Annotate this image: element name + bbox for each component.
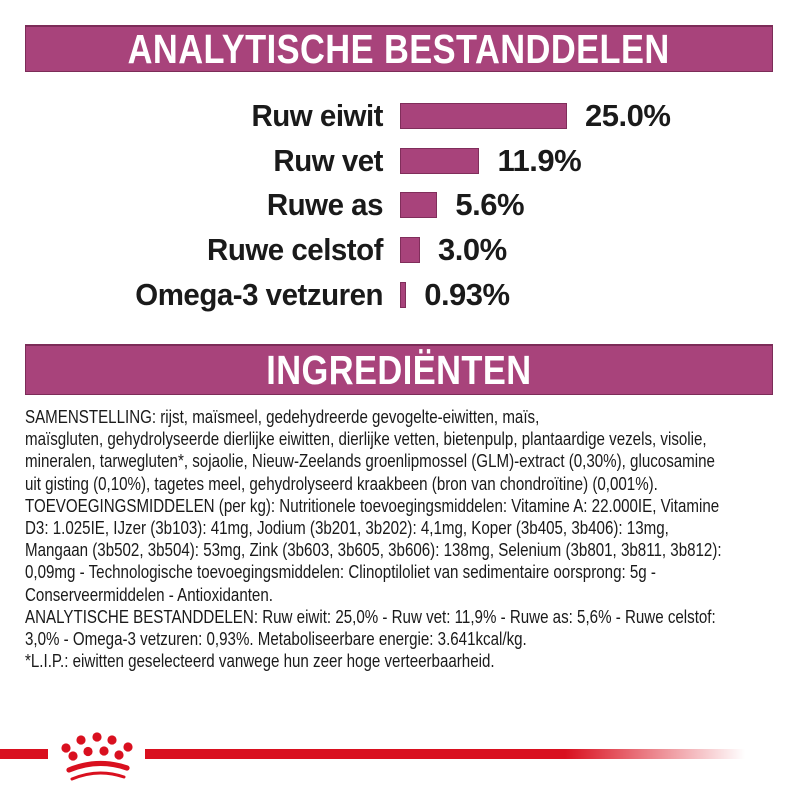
chart-row (25, 183, 775, 228)
ingredients-text-block (25, 406, 800, 672)
chart-bar (400, 192, 437, 218)
ingredients-text-line: Conserveermiddelen - Antioxidanten. (25, 584, 273, 605)
chart-category-label: Ruwe celstof (207, 232, 383, 268)
chart-row (25, 94, 775, 139)
ingredients-text-line: TOEVOEGINGSMIDDELEN (per kg): Nutritionele toevoegingsmiddelen: Vitamine A: 22.000IE, Vitamine (25, 495, 720, 516)
royal-canin-crown-icon (44, 727, 148, 791)
chart-category-label: Ruwe as (266, 187, 383, 223)
brand-divider-line-left (0, 749, 48, 759)
ingredients-text-line: uit gisting (0,10%), tagetes meel, gehydrolyseerd kraakbeen (bron van chondroïtine) (0,001%). (25, 473, 658, 494)
chart-bar (400, 148, 479, 174)
ingredients-text-line: maïsgluten, gehydrolyseerde dierlijke eiwitten, dierlijke vetten, bietenpulp, plantaardige vezels, visolie, (25, 429, 707, 450)
analytical-constituents-bar-chart (25, 94, 775, 317)
chart-category-label: Ruw eiwit (251, 98, 383, 134)
chart-row (25, 228, 775, 273)
chart-bar (400, 103, 567, 129)
ingredients-text-line: mineralen, tarwegluten*, sojaolie, Nieuw-Zeelands groenlipmossel (GLM)-extract (0,30%), glucosamine (25, 451, 715, 472)
ingredients-section-banner (25, 344, 773, 395)
chart-bar (400, 282, 406, 308)
ingredients-text-line: D3: 1.025IE, IJzer (3b103): 41mg, Jodium (3b201, 3b202): 4,1mg, Koper (3b405, 3b406): 13mg, (25, 518, 669, 539)
ingredients-text-line: SAMENSTELLING: rijst, maïsmeel, gedehydreerde gevogelte-eiwitten, maïs, (25, 407, 540, 427)
chart-value-label: 11.9% (497, 142, 582, 178)
ingredients-text-line: *L.I.P.: eiwitten geselecteerd vanwege hun zeer hoge verteerbaarheid. (25, 651, 495, 672)
chart-row (25, 139, 775, 184)
brand-divider-line-right (145, 749, 745, 759)
chart-value-label: 0.93% (424, 276, 510, 312)
ingredients-text-line: ANALYTISCHE BESTANDDELEN: Ruw eiwit: 25,0% - Ruw vet: 11,9% - Ruwe as: 5,6% - Ruwe celstof: (25, 606, 716, 627)
chart-bar (400, 237, 420, 263)
ingredients-text-line: 0,09mg - Technologische toevoegingsmiddelen: Clinoptiloliet van sedimentaire oorsprong: 5g - (25, 562, 656, 583)
ingredients-section-title: INGREDIËNTEN (266, 346, 532, 393)
chart-value-label: 3.0% (438, 232, 507, 268)
chart-value-label: 5.6% (455, 187, 525, 223)
analytical-section-banner (25, 25, 773, 72)
ingredients-text-line: 3,0% - Omega-3 vetzuren: 0,93%. Metaboliseerbare energie: 3.641kcal/kg. (25, 629, 527, 650)
chart-category-label: Omega-3 vetzuren (135, 276, 383, 312)
chart-value-label: 25.0% (585, 98, 671, 134)
chart-category-label: Ruw vet (273, 142, 383, 178)
ingredients-text-line: Mangaan (3b502, 3b504): 53mg, Zink (3b603, 3b605, 3b606): 138mg, Selenium (3b801, 3b811, 3b812): (25, 540, 722, 561)
analytical-section-title: ANALYTISCHE BESTANDDELEN (127, 25, 671, 72)
chart-row (25, 272, 775, 317)
